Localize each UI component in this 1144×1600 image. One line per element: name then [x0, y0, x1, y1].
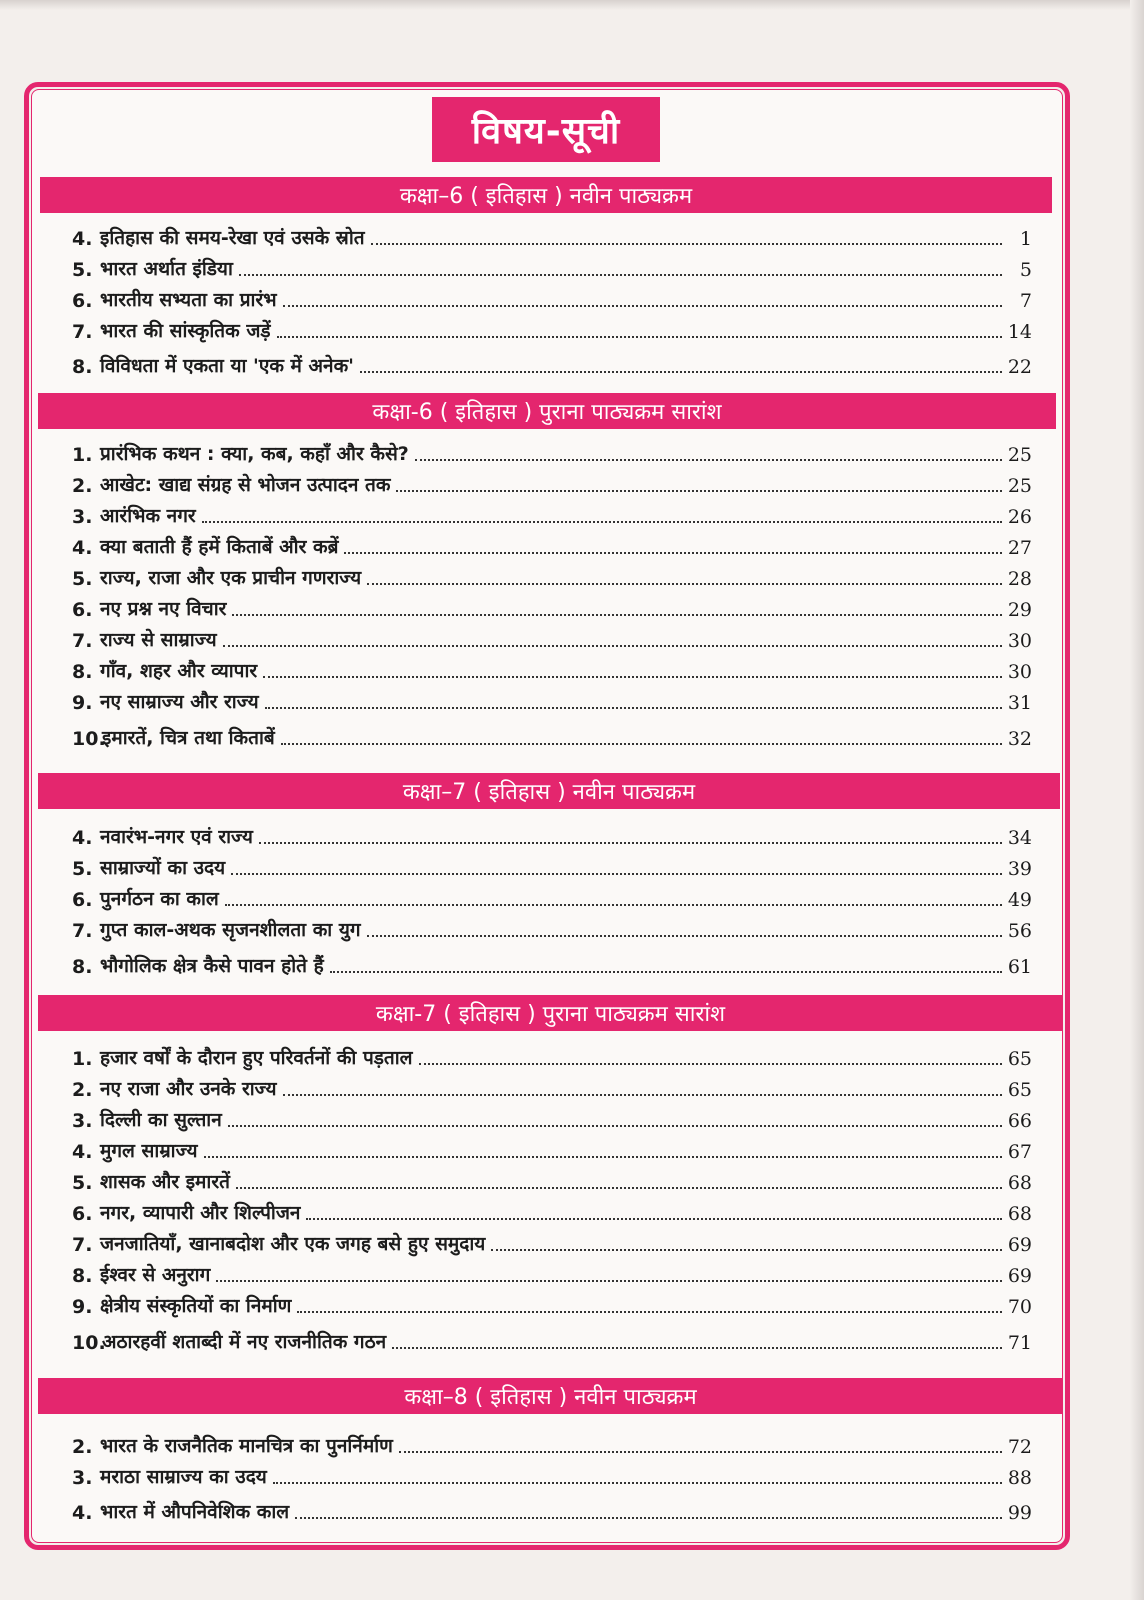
entry-number: 6.: [72, 290, 93, 312]
entry-title: गाँव, शहर और व्यापार: [100, 660, 258, 682]
entry-number: 3.: [72, 506, 93, 528]
entry-title: क्षेत्रीय संस्कृतियों का निर्माण: [100, 1295, 292, 1317]
entry-title: हजार वर्षों के दौरान हुए परिवर्तनों की पड़ताल: [100, 1047, 413, 1069]
entry-number: 10.: [72, 728, 106, 750]
entry-page-number: 5: [1019, 259, 1032, 281]
toc-entry[interactable]: [72, 313, 1032, 343]
entry-number: 2.: [72, 1436, 93, 1458]
dot-leader: [223, 644, 1002, 647]
entry-title: इतिहास की समय-रेखा एवं उसके स्रोत: [100, 227, 365, 249]
entry-page-number: 49: [1007, 889, 1032, 911]
entry-page-number: 30: [1007, 630, 1032, 652]
toc-entry[interactable]: [72, 591, 1032, 621]
entry-title: राज्य से साम्राज्य: [100, 629, 217, 651]
toc-entry[interactable]: [72, 1071, 1032, 1101]
dot-leader: [265, 706, 1002, 709]
dot-leader: [283, 1093, 1002, 1096]
toc-entry[interactable]: [72, 1257, 1032, 1287]
entry-title: साम्राज्यों का उदय: [100, 857, 226, 879]
dot-leader: [283, 304, 1002, 307]
entry-title: भौगोलिक क्षेत्र कैसे पावन होते हैं: [100, 955, 324, 977]
entry-page-number: 69: [1007, 1265, 1032, 1287]
entry-title: गुप्त काल-अथक सृजनशीलता का युग: [100, 919, 361, 941]
entry-title: क्या बताती हैं हमें किताबें और कब्रें: [100, 536, 339, 558]
dot-leader: [277, 335, 1002, 338]
dot-leader: [204, 1155, 1002, 1158]
dot-leader: [396, 489, 1001, 492]
entry-title: नगर, व्यापारी और शिल्पीजन: [100, 1202, 301, 1224]
entry-title: अठारहवीं शताब्दी में नए राजनीतिक गठन: [102, 1331, 387, 1353]
entry-title: जनजातियाँ, खानाबदोश और एक जगह बसे हुए समुदाय: [100, 1233, 486, 1255]
entry-number: 8.: [72, 956, 93, 978]
entry-page-number: 56: [1007, 920, 1032, 942]
toc-entry[interactable]: [72, 1040, 1032, 1070]
dot-leader: [306, 1217, 1001, 1220]
entry-number: 9.: [72, 692, 93, 714]
entry-page-number: 25: [1007, 475, 1032, 497]
section-header-class8-new: कक्षा–8 ( इतिहास ) नवीन पाठ्यक्रम: [38, 1378, 1063, 1414]
toc-entry[interactable]: [72, 498, 1032, 528]
dot-leader: [367, 934, 1002, 937]
entry-number: 10.: [72, 1332, 106, 1354]
entry-title: राज्य, राजा और एक प्राचीन गणराज्य: [100, 567, 362, 589]
dot-leader: [273, 1481, 1002, 1484]
toc-entry[interactable]: [72, 653, 1032, 683]
toc-entry[interactable]: [72, 819, 1032, 849]
toc-entry[interactable]: [72, 622, 1032, 652]
toc-entry[interactable]: [72, 220, 1032, 250]
toc-entry[interactable]: [72, 684, 1032, 714]
page-title: विषय-सूची: [432, 97, 660, 162]
dot-leader: [344, 551, 1001, 554]
entry-number: 4.: [72, 228, 93, 250]
entry-title: मुगल साम्राज्य: [100, 1140, 198, 1162]
entry-title: नए राजा और उनके राज्य: [100, 1078, 277, 1100]
entry-page-number: 34: [1007, 827, 1032, 849]
entry-number: 8.: [72, 661, 93, 683]
entry-title: विविधता में एकता या 'एक में अनेक': [100, 355, 354, 377]
entry-number: 2.: [72, 475, 93, 497]
entry-number: 1.: [72, 444, 93, 466]
toc-entry[interactable]: [72, 1102, 1032, 1132]
toc-entry[interactable]: [72, 282, 1032, 312]
toc-entry[interactable]: [72, 720, 1032, 750]
dot-leader: [232, 613, 1001, 616]
entry-page-number: 32: [1007, 728, 1032, 750]
section-header-class6-old: कक्षा-6 ( इतिहास ) पुराना पाठ्यक्रम सारांश: [38, 393, 1056, 429]
entry-page-number: 72: [1007, 1436, 1032, 1458]
toc-entry[interactable]: [72, 1288, 1032, 1318]
entry-number: 4.: [72, 1141, 93, 1163]
toc-entry[interactable]: [72, 529, 1032, 559]
entry-number: 6.: [72, 599, 93, 621]
entry-page-number: 70: [1007, 1296, 1032, 1318]
dot-leader: [392, 1346, 1002, 1349]
entry-title: भारतीय सभ्यता का प्रारंभ: [100, 289, 277, 311]
entry-number: 9.: [72, 1296, 93, 1318]
dot-leader: [225, 903, 1002, 906]
entry-title: ईश्वर से अनुराग: [100, 1264, 211, 1286]
entry-number: 3.: [72, 1467, 93, 1489]
entry-number: 7.: [72, 321, 93, 343]
entry-number: 6.: [72, 889, 93, 911]
entry-title: भारत की सांस्कृतिक जड़ें: [100, 320, 271, 342]
toc-entry[interactable]: [72, 1428, 1032, 1458]
toc-entry[interactable]: [72, 1459, 1032, 1489]
entry-number: 4.: [72, 1502, 93, 1524]
dot-leader: [202, 520, 1002, 523]
dot-leader: [239, 273, 1002, 276]
section-header-class7-new: कक्षा–7 ( इतिहास ) नवीन पाठ्यक्रम: [38, 773, 1060, 809]
entry-page-number: 68: [1007, 1203, 1032, 1225]
entry-page-number: 1: [1019, 228, 1032, 250]
dot-leader: [360, 370, 1002, 373]
entry-title: शासक और इमारतें: [100, 1171, 230, 1193]
toc-entry[interactable]: [72, 251, 1032, 281]
entry-number: 5.: [72, 858, 93, 880]
page-top-edge: [0, 0, 1144, 10]
entry-title: भारत अर्थात इंडिया: [100, 258, 233, 280]
entry-page-number: 7: [1019, 290, 1032, 312]
entry-title: पुनर्गठन का काल: [100, 888, 219, 910]
dot-leader: [263, 675, 1002, 678]
entry-number: 5.: [72, 259, 93, 281]
toc-entry[interactable]: [72, 912, 1032, 942]
entry-title: भारत के राजनैतिक मानचित्र का पुनर्निर्माण: [100, 1435, 393, 1457]
entry-number: 6.: [72, 1203, 93, 1225]
entry-page-number: 66: [1007, 1110, 1032, 1132]
entry-title: दिल्ली का सुल्तान: [100, 1109, 222, 1131]
entry-page-number: 28: [1007, 568, 1032, 590]
entry-page-number: 61: [1007, 956, 1032, 978]
entry-number: 8.: [72, 356, 93, 378]
entry-page-number: 30: [1007, 661, 1032, 683]
entry-page-number: 88: [1007, 1467, 1032, 1489]
entry-page-number: 99: [1007, 1502, 1032, 1524]
toc-entry[interactable]: [72, 467, 1032, 497]
entry-number: 8.: [72, 1265, 93, 1287]
toc-entry[interactable]: [72, 560, 1032, 590]
entry-page-number: 29: [1007, 599, 1032, 621]
entry-page-number: 39: [1007, 858, 1032, 880]
entry-number: 7.: [72, 1234, 93, 1256]
entry-title: नए प्रश्न नए विचार: [100, 598, 227, 620]
entry-page-number: 31: [1007, 692, 1032, 714]
section-header-class7-old: कक्षा-7 ( इतिहास ) पुराना पाठ्यक्रम सारांश: [38, 995, 1063, 1031]
toc-entry[interactable]: [72, 1226, 1032, 1256]
toc-entry[interactable]: [72, 1195, 1032, 1225]
entry-title: इमारतें, चित्र तथा किताबें: [102, 727, 275, 749]
dot-leader: [295, 1516, 1002, 1519]
entry-number: 3.: [72, 1110, 93, 1132]
entry-number: 5.: [72, 1172, 93, 1194]
toc-entry[interactable]: [72, 1324, 1032, 1354]
dot-leader: [367, 582, 1002, 585]
entry-page-number: 69: [1007, 1234, 1032, 1256]
entry-page-number: 65: [1007, 1079, 1032, 1101]
section-header-class6-new: कक्षा–6 ( इतिहास ) नवीन पाठ्यक्रम: [40, 177, 1052, 213]
dot-leader: [231, 872, 1002, 875]
dot-leader: [415, 458, 1002, 461]
dot-leader: [259, 841, 1002, 844]
page-right-edge: [1130, 0, 1144, 1600]
entry-title: मराठा साम्राज्य का उदय: [100, 1466, 267, 1488]
toc-entry[interactable]: [72, 948, 1032, 978]
dot-leader: [330, 970, 1002, 973]
toc-entry[interactable]: [72, 1133, 1032, 1163]
entry-number: 4.: [72, 827, 93, 849]
dot-leader: [371, 242, 1002, 245]
dot-leader: [216, 1279, 1002, 1282]
entry-page-number: 27: [1007, 537, 1032, 559]
entry-page-number: 25: [1007, 444, 1032, 466]
entry-number: 1.: [72, 1048, 93, 1070]
dot-leader: [236, 1186, 1002, 1189]
entry-title: भारत में औपनिवेशिक काल: [100, 1501, 290, 1523]
entry-number: 7.: [72, 920, 93, 942]
entry-page-number: 71: [1007, 1332, 1032, 1354]
entry-page-number: 22: [1007, 356, 1032, 378]
dot-leader: [297, 1310, 1001, 1313]
toc-entry[interactable]: [72, 850, 1032, 880]
dot-leader: [419, 1062, 1002, 1065]
toc-entry[interactable]: [72, 436, 1032, 466]
toc-entry[interactable]: [72, 1164, 1032, 1194]
entry-number: 7.: [72, 630, 93, 652]
entry-page-number: 68: [1007, 1172, 1032, 1194]
entry-title: नए साम्राज्य और राज्य: [100, 691, 259, 713]
toc-entry[interactable]: [72, 348, 1032, 378]
entry-title: प्रारंभिक कथन : क्या, कब, कहाँ और कैसे?: [100, 443, 409, 465]
entry-number: 5.: [72, 568, 93, 590]
entry-page-number: 26: [1007, 506, 1032, 528]
entry-number: 2.: [72, 1079, 93, 1101]
entry-title: आरंभिक नगर: [100, 505, 196, 527]
entry-number: 4.: [72, 537, 93, 559]
entry-title: नवारंभ-नगर एवं राज्य: [100, 826, 253, 848]
toc-entry[interactable]: [72, 1494, 1032, 1524]
entry-page-number: 65: [1007, 1048, 1032, 1070]
dot-leader: [399, 1450, 1002, 1453]
dot-leader: [491, 1248, 1002, 1251]
entry-page-number: 67: [1007, 1141, 1032, 1163]
toc-entry[interactable]: [72, 881, 1032, 911]
dot-leader: [228, 1124, 1002, 1127]
entry-title: आखेट: खाद्य संग्रह से भोजन उत्पादन तक: [100, 474, 391, 496]
dot-leader: [281, 742, 1002, 745]
entry-page-number: 14: [1007, 321, 1032, 343]
